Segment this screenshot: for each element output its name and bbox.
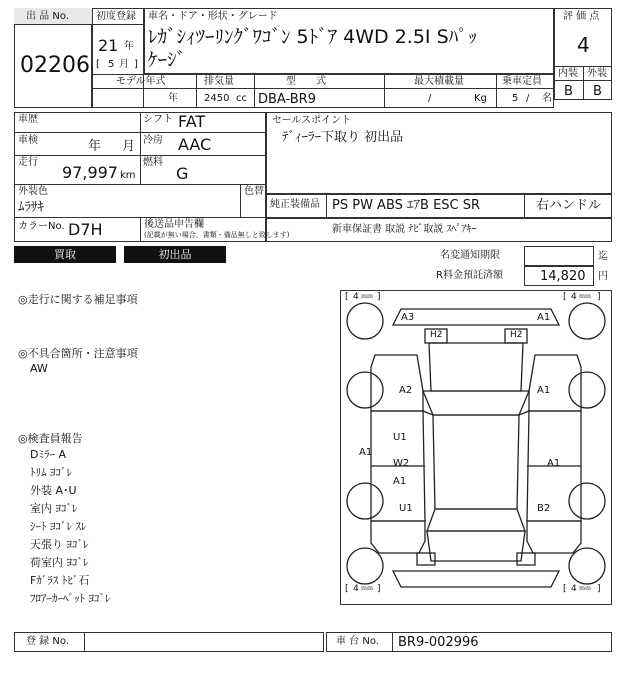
- grade-hline: [554, 80, 612, 81]
- spec-hline: [92, 88, 554, 89]
- first-reg-month: 5: [108, 59, 115, 70]
- grade-divider: [583, 66, 584, 100]
- tire-unit-bl: ｍｍ: [361, 585, 374, 592]
- lot-label: 出 品 No.: [26, 11, 69, 22]
- tire-bracket-br-close: ]: [597, 584, 601, 594]
- damage-diagram: [340, 290, 612, 605]
- first-reg-year-unit: 年: [124, 41, 134, 52]
- drive-title: ◎走行に関する補足事項: [18, 293, 138, 306]
- model-year-label: モデル年式: [116, 76, 166, 87]
- mark-rear-right-door: B2: [537, 503, 551, 514]
- color-change-vline: [240, 184, 241, 217]
- car-name-line2: ｹｰｼﾞ: [148, 49, 187, 71]
- max-load-sep: /: [428, 93, 432, 104]
- first-bar: 初出品: [124, 246, 226, 263]
- mark-roof-w2: W2: [393, 458, 410, 469]
- tire-br: 4: [571, 584, 577, 594]
- reg-vline: [84, 632, 85, 652]
- tire-bracket-tr: [: [563, 292, 567, 302]
- mark-front-bumper-right: A1: [537, 312, 551, 323]
- ac-value: AAC: [178, 135, 212, 154]
- tire-bl: 4: [353, 584, 359, 594]
- inspector-item: ﾄﾘﾑ ﾖｺﾞﾚ: [30, 466, 72, 479]
- model-year-unit: 年: [168, 93, 178, 104]
- capacity-unit: 名: [542, 93, 552, 104]
- color-label: 外装色: [18, 186, 48, 197]
- docs-vline: [140, 217, 141, 242]
- displacement-unit: cc: [236, 93, 247, 104]
- recycle-label: R料金預託済額: [436, 270, 503, 281]
- tire-tl: 4: [353, 292, 359, 302]
- inspector-item: 天張り ﾖｺﾞﾚ: [30, 538, 89, 551]
- inspector-item: Fｶﾞﾗｽ ﾄﾋﾞ石: [30, 574, 90, 587]
- mark-rear-left-door: U1: [399, 503, 413, 514]
- mileage-label: 走行: [18, 157, 38, 168]
- lot-number: 02206: [20, 53, 90, 78]
- first-reg-year: 21: [98, 36, 119, 55]
- deadline-box: [524, 246, 594, 266]
- mark-roof-a1: A1: [393, 476, 407, 487]
- equipment-vline-1: [326, 194, 327, 218]
- equipment-label: 純正装備品: [270, 199, 320, 210]
- score-value: 4: [577, 33, 590, 57]
- spec-div-4: [496, 74, 497, 108]
- first-reg-month-unit: 月: [119, 59, 129, 70]
- reg-label: 登 録 No.: [26, 636, 69, 647]
- inspector-item: 荷室内 ﾖｺﾞﾚ: [30, 556, 89, 569]
- docs-label: 後送品申告欄: [144, 219, 204, 230]
- tire-bracket-bl: [: [345, 584, 349, 594]
- inspector-item: ｼｰﾄ ﾖｺﾞﾚ ｽﾚ: [30, 520, 87, 533]
- mark-side-left: A1: [359, 447, 373, 458]
- mark-fender-right: A1: [537, 385, 551, 396]
- inspector-item: 外装 A･U: [30, 484, 77, 497]
- inspector-item: 室内 ﾖｺﾞﾚ: [30, 502, 78, 515]
- inspector-item: ﾌﾛｱｰｶｰﾍﾟｯﾄ ﾖｺﾞﾚ: [30, 592, 111, 605]
- inspector-title: ◎検査員報告: [18, 432, 83, 445]
- recycle-value: 14,820: [540, 269, 586, 284]
- mark-head-right: H2: [510, 330, 523, 340]
- spec-div-1: [196, 74, 197, 108]
- spec-div-2: [254, 74, 255, 108]
- displacement-value: 2450: [204, 93, 230, 104]
- deadline-unit: 迄: [598, 251, 608, 262]
- max-load-unit: Kg: [474, 93, 487, 104]
- car-name-label: 車名・ドア・形状・グレード: [148, 11, 278, 22]
- steering-value: 右ハンドル: [536, 198, 602, 213]
- exterior-grade: B: [593, 84, 602, 99]
- car-name-line1: ﾚｶﾞｼｨﾂｰﾘﾝｸﾞﾜｺﾞﾝ 5ﾄﾞｱ 4WD 2.5I Sﾊﾟｯ: [148, 26, 478, 48]
- spec-div-3: [384, 74, 385, 108]
- capacity-value: 5: [512, 93, 519, 104]
- fuel-label: 燃料: [143, 157, 163, 168]
- interior-label: 内装: [558, 68, 578, 79]
- interior-grade: B: [564, 84, 573, 99]
- chassis-vline: [392, 632, 393, 652]
- equipment-items: PS PW ABS ｴｱB ESC SR: [332, 198, 481, 213]
- mark-fender-left: A2: [399, 385, 413, 396]
- tire-unit-br: ｍｍ: [579, 585, 592, 592]
- color-change-label: 色替: [244, 186, 264, 197]
- capacity-sep: /: [526, 93, 530, 104]
- tire-bracket-tl: [: [345, 292, 349, 302]
- inspection-month-unit: 月: [122, 139, 136, 154]
- capacity-label: 乗車定員: [502, 76, 542, 87]
- tire-bracket-tr-close: ]: [597, 292, 601, 302]
- tire-bracket-br: [: [563, 584, 567, 594]
- recycle-unit: 円: [598, 271, 608, 282]
- info-vline: [140, 112, 141, 184]
- defect-title: ◎不具合箇所・注意事項: [18, 347, 138, 360]
- mark-roof-u1: U1: [393, 432, 407, 443]
- mileage-unit: km: [120, 170, 136, 181]
- tire-tr: 4: [571, 292, 577, 302]
- score-label: 評 価 点: [563, 11, 600, 22]
- type-value: DBA-BR9: [258, 92, 316, 107]
- color-no-label: カラーNo.: [18, 221, 65, 232]
- docs-note: (記載が無い場合、書類・備品無しと致します): [144, 231, 290, 239]
- bracket-open: [: [96, 59, 100, 70]
- shift-value: FAT: [178, 112, 206, 131]
- sales-label: セールスポイント: [272, 115, 352, 126]
- inspection-year-unit: 年: [88, 139, 102, 154]
- sales-text: ﾃﾞｨｰﾗｰ下取り 初出品: [282, 130, 404, 145]
- mark-side-right: A1: [547, 458, 561, 469]
- tire-unit-tr: ｍｍ: [579, 293, 592, 300]
- first-reg-label: 初度登録: [96, 11, 136, 22]
- history-label: 車歴: [18, 114, 38, 125]
- equipment-vline-2: [524, 194, 525, 218]
- displacement-label: 排気量: [204, 76, 234, 87]
- shift-label: シフト: [143, 114, 173, 125]
- defect-text: AW: [30, 362, 48, 375]
- inspection-label: 車検: [18, 135, 38, 146]
- color-no-value: D7H: [68, 220, 103, 239]
- warranty-line: 新車保証書 取説 ﾅﾋﾞ取説 ｽﾍﾟｱｷｰ: [332, 224, 477, 235]
- max-load-label: 最大積載量: [414, 76, 464, 87]
- mark-head-left: H2: [430, 330, 443, 340]
- tire-bracket-tl-close: ]: [377, 292, 381, 302]
- mark-front-bumper-left: A3: [401, 312, 415, 323]
- mileage-value: 97,997: [62, 163, 118, 182]
- tire-bracket-bl-close: ]: [377, 584, 381, 594]
- tire-unit-tl: ｍｍ: [361, 293, 374, 300]
- color-value: ﾑﾗｻｷ: [18, 200, 44, 215]
- type-label: 型 式: [286, 76, 326, 87]
- exterior-label: 外装: [587, 68, 607, 79]
- chassis-value: BR9-002996: [398, 635, 479, 650]
- buy-bar: 買取: [14, 246, 116, 263]
- ac-label: 冷房: [143, 135, 163, 146]
- bracket-close: ]: [134, 59, 138, 70]
- fuel-value: G: [176, 164, 189, 183]
- info-hline-3: [14, 184, 266, 185]
- inspector-item: Dﾐﾗｰ A: [30, 448, 66, 461]
- deadline-label: 名変通知期限: [440, 250, 500, 261]
- chassis-label: 車 台 No.: [336, 636, 379, 647]
- car-outline: [341, 291, 611, 604]
